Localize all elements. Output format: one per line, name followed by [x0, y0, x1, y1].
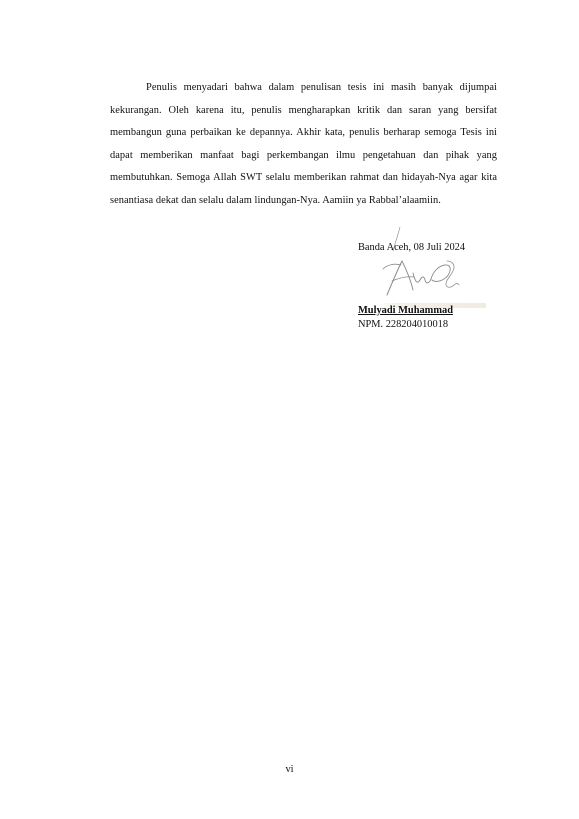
signer-npm: NPM. 228204010018 [358, 319, 449, 330]
page-number: vi [285, 764, 294, 775]
place-date: Banda Aceh, 08 Juli 2024 [358, 242, 466, 253]
closing-paragraph: Penulis menyadari bahwa dalam penulisan tesis ini masih banyak dijumpai kekurangan. Oleh karena itu, penulis mengharapkan kritik dan saran yang bersifat membangun guna perbaikan ke depannya. Akhir kata, penulis berharap semoga Tesis ini dapat memberikan manfaat bagi perkembangan ilmu pengetahuan dan pihak yang membutuhkan. Semoga Allah SWT selalu memberikan rahmat dan hidayah-Nya agar kita senantiasa dekat dan selalu dalam lindungan-Nya. Aamiin ya Rabbal’alaamiin. [110, 82, 497, 206]
signer-name: Mulyadi Muhammad [358, 305, 453, 316]
handwritten-signature [368, 221, 490, 313]
